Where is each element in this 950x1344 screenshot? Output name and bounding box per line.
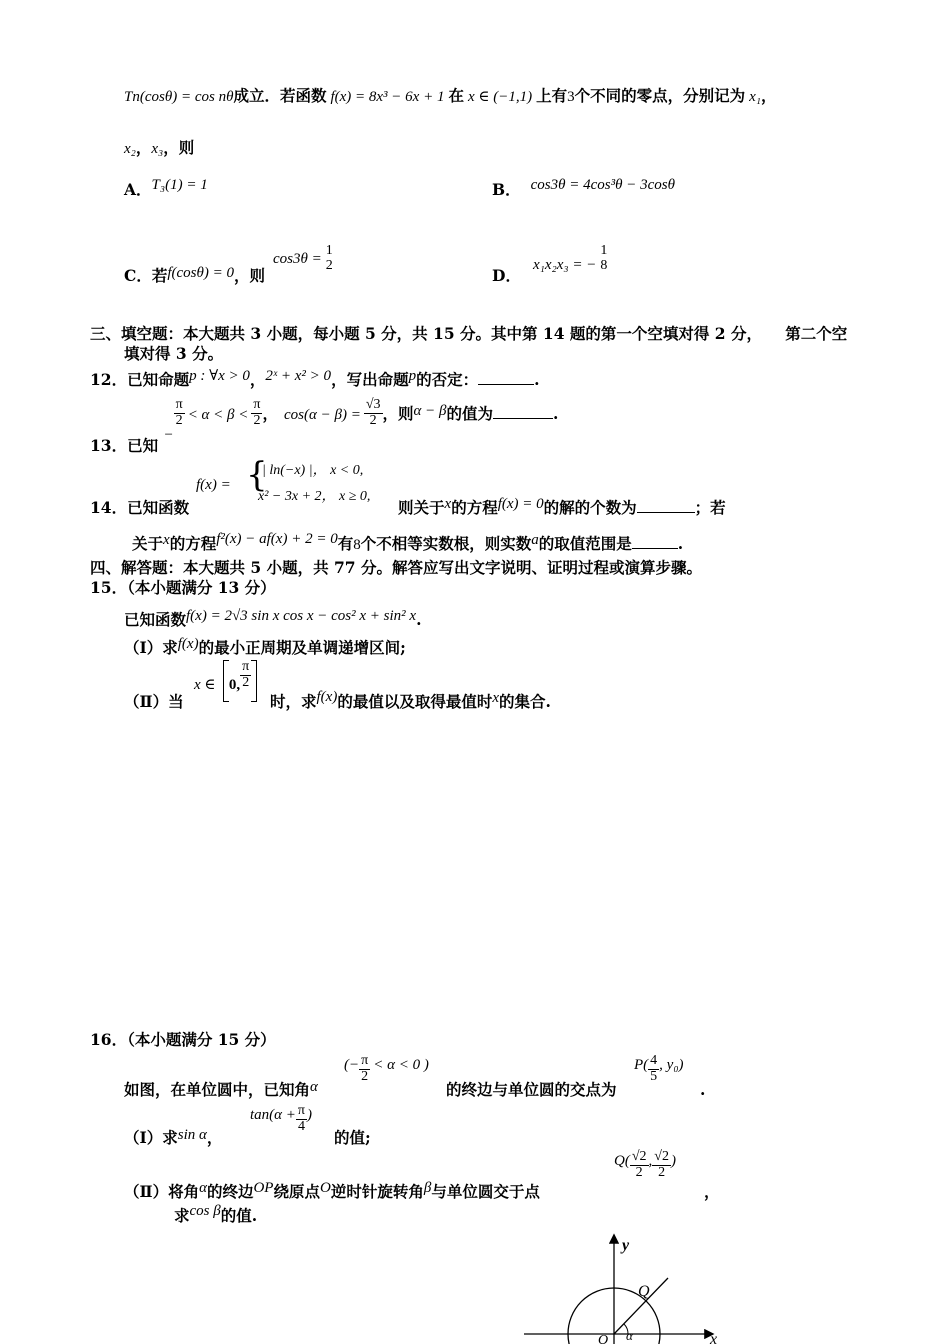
q12-text: ，写出命题 <box>331 370 409 389</box>
q13-minus: − <box>163 427 174 444</box>
q13-alpha-beta: α − β <box>413 403 447 420</box>
q16-tan-expr: tan(α + <box>250 1107 296 1124</box>
x-axis-label: x <box>710 1331 718 1344</box>
q13-frac1 <box>174 398 185 428</box>
option-c-fraction <box>324 244 335 273</box>
q11-text: 成立．若函数 <box>233 86 327 105</box>
q14-case1: | ln(−x) |， x < 0, <box>262 463 364 478</box>
q12-text: ， <box>249 370 266 389</box>
q16-header: 16．（本小题满分 15 分） <box>90 1030 276 1049</box>
q16-text: 与单位圆交于点 <box>431 1182 540 1201</box>
q12-line <box>90 368 540 389</box>
q15-pi: π <box>242 659 250 674</box>
q11-text: 个不同的零点，分别记为 <box>574 86 746 105</box>
q13-pi: π <box>175 397 183 412</box>
point-Q-label: Q <box>638 1283 650 1300</box>
q15-part1 <box>124 636 406 657</box>
q16-sin: sin α <box>177 1127 207 1143</box>
q16-alpha: α <box>310 1079 318 1095</box>
q13-text: ，则 <box>382 404 414 424</box>
q16-tan-frac <box>296 1104 307 1134</box>
q16-text: 如图，在单位圆中，已知角 <box>124 1080 311 1099</box>
q16-part2 <box>124 1180 540 1201</box>
q15-text: 的最小正周期及单调递增区间; <box>198 638 406 657</box>
q15-fx: f(x) <box>177 636 199 652</box>
q16-two: 2 <box>361 1068 369 1084</box>
q14-text: 的解的个数为 <box>543 498 637 517</box>
q16-text: 逆时针旋转角 <box>330 1182 424 1201</box>
q12-label: 12．已知命题 <box>90 370 190 389</box>
q13-answer-blank[interactable] <box>493 417 553 419</box>
option-c-text: ，则 <box>234 265 266 285</box>
q16-Q-close: ) <box>670 1153 676 1170</box>
q16-four: 4 <box>297 1118 305 1134</box>
q15-frac <box>240 660 251 690</box>
q11-text: ， <box>761 86 777 105</box>
q16-P-close: , y₀) <box>659 1057 684 1074</box>
q11-option-a <box>124 177 208 199</box>
q13-line <box>90 397 559 456</box>
q16-P-open: P( <box>634 1057 649 1074</box>
q14-x: x <box>444 496 452 512</box>
option-b-math: cos3θ = 4cos³θ − 3cosθ <box>530 177 675 193</box>
q16-text: 绕原点 <box>273 1182 320 1201</box>
q13-text: 的值为 <box>446 404 494 424</box>
option-c-label: C．若 <box>124 265 168 285</box>
q11-text: 上有 <box>536 86 568 105</box>
q16-intro-rest <box>446 1082 617 1098</box>
q15-text: 时，求 <box>270 692 317 711</box>
q13-frac3 <box>364 398 383 428</box>
q11-text: ， <box>135 138 152 157</box>
q14-case2: x² − 3x + 2， x ≥ 0, <box>258 489 371 504</box>
q15-text: 的集合. <box>499 692 551 711</box>
q16-beta: β <box>423 1180 432 1196</box>
q14-fx: f(x) = <box>196 477 231 493</box>
q16-point-Q <box>614 1150 676 1180</box>
q15-x: x <box>492 690 500 706</box>
q16-two: 2 <box>635 1164 643 1180</box>
q15-fx: f(x) <box>316 689 338 705</box>
q16-two: 2 <box>658 1164 666 1180</box>
q14-text: 关于 <box>132 534 164 553</box>
option-d-math: x₁x₂x₃ = − <box>532 256 597 273</box>
q11-x1: x₁ <box>749 89 761 105</box>
unit-circle-figure <box>510 1228 730 1344</box>
q16-part1 <box>124 1127 223 1147</box>
q16-text: 的值. <box>220 1206 258 1225</box>
q16-text: ， <box>206 1128 223 1147</box>
section3-title-cont: 填对得 3 分。 <box>124 344 224 363</box>
q16-Q-frac1 <box>630 1150 649 1180</box>
q14-equation: f(x) = 0 <box>497 496 544 512</box>
y-axis-label: y <box>622 1237 630 1254</box>
q13-text: ， <box>262 404 278 424</box>
q16-point-P <box>634 1054 684 1084</box>
q16-text: 求 <box>174 1206 190 1225</box>
q12-text: . <box>534 370 540 389</box>
q16-part3 <box>174 1203 258 1225</box>
q15-bracket-right <box>251 660 257 702</box>
q14-text: 有 <box>337 534 354 553</box>
option-a-label: A． <box>124 180 152 199</box>
q16-range-open: (− <box>344 1057 360 1074</box>
q15-text: 的最值以及取得最值时 <box>337 692 493 711</box>
q11-function: f(x) = 8x³ − 6x + 1 <box>330 89 445 105</box>
q15-part2-rest <box>270 689 551 711</box>
q11-text: 在 <box>448 86 464 105</box>
option-d-den: 8 <box>600 257 608 273</box>
section3-title: 三、填空题：本大题共 3 小题，每小题 5 分，共 15 分。其中第 14 题的第一个空填对得 2 分， 第二个空 <box>90 324 848 343</box>
q14-text: 的方程 <box>451 498 498 517</box>
q14-equation-2: f²(x) − af(x) + 2 = 0 <box>216 531 338 547</box>
q15-header: 15．（本小题满分 13 分） <box>90 578 276 597</box>
section4-title: 四、解答题：本大题共 5 小题，共 77 分。解答应写出文字说明、证明过程或演算步骤。 <box>90 558 702 577</box>
q16-O: O <box>319 1180 331 1196</box>
q14-label: 14．已知函数 <box>90 498 190 517</box>
q14-text: 则关于 <box>398 498 445 517</box>
q14-x: x <box>163 532 170 548</box>
q15-part1-label: （Ⅰ）求 <box>124 638 178 657</box>
q16-range <box>344 1054 429 1084</box>
q11-zero-count: 3 <box>567 89 575 105</box>
q14-text: 的取值范围是 <box>538 534 632 553</box>
option-c-den: 2 <box>325 257 333 273</box>
q16-alpha: α <box>199 1180 207 1196</box>
q11-chebyshev-def: Tn(cosθ) = cos nθ <box>124 89 234 105</box>
q16-part1-rest: 的值; <box>334 1128 371 1147</box>
q13-label: 13．已知 <box>90 436 159 456</box>
option-b-label: B． <box>492 180 521 199</box>
q12-answer-blank[interactable] <box>478 383 534 385</box>
q14-text: . <box>677 534 684 553</box>
q12-proposition: p : ∀x > 0 <box>189 368 250 384</box>
q14-answer-blank-1[interactable] <box>637 511 695 513</box>
option-d-num: 1 <box>600 243 608 258</box>
q15-given <box>124 608 422 629</box>
q16-Q-comma: , <box>648 1153 653 1170</box>
q12-text: 的否定： <box>416 370 479 389</box>
q16-OP: OP <box>253 1180 274 1196</box>
q16-Q-open: Q( <box>614 1153 630 1170</box>
q16-text: 的终边 <box>206 1182 254 1201</box>
q14-root-count: 8 <box>353 537 361 553</box>
q16-part1-label: （Ⅰ）求 <box>124 1128 178 1147</box>
q15-two: 2 <box>242 674 250 690</box>
q16-P-den: 5 <box>650 1068 658 1084</box>
q14-a: a <box>531 532 539 548</box>
q16-intro-end: . <box>700 1080 706 1099</box>
q11-line1 <box>124 88 777 105</box>
q14-text: 个不相等实数根，则实数 <box>360 534 532 553</box>
q14-answer-blank-2[interactable] <box>632 547 678 549</box>
q16-part2-label: （Ⅱ）将角 <box>124 1182 200 1201</box>
q13-pi: π <box>253 397 261 412</box>
q15-function: f(x) = 2√3 sin x cos x − cos² x + sin² x <box>186 608 417 624</box>
q11-domain: x ∈ (−1,1) <box>467 89 533 105</box>
q11-option-c <box>124 243 335 285</box>
q16-P-frac <box>648 1054 659 1084</box>
q11-x2: x₂ <box>124 141 136 157</box>
q16-text: 的终边与单位圆的交点为 <box>446 1080 617 1099</box>
q16-pi: π <box>361 1053 369 1068</box>
q12-p: p <box>408 368 417 384</box>
q13-frac2 <box>251 398 262 428</box>
q16-tan <box>250 1104 312 1134</box>
q16-part2-end: ， <box>704 1182 720 1201</box>
q15-part2-interval <box>194 660 257 702</box>
option-a-math: T₃(1) = 1 <box>151 177 208 193</box>
option-d-fraction <box>598 244 609 273</box>
origin-label: O <box>598 1333 609 1344</box>
q13-two: 2 <box>369 412 377 428</box>
q12-inequality: 2ˣ + x² > 0 <box>265 368 332 384</box>
option-d-label: D． <box>492 265 521 285</box>
q13-cos: cos(α − β) = <box>284 407 361 424</box>
option-c-result: cos3θ = <box>273 250 322 267</box>
q13-text: . <box>553 404 559 424</box>
q11-option-b <box>492 177 675 199</box>
q16-tan-close: ) <box>307 1107 312 1124</box>
q13-two: 2 <box>175 412 183 428</box>
q16-Q-frac2 <box>652 1150 671 1180</box>
q14-line2 <box>132 531 684 553</box>
q16-cos-beta: cos β <box>189 1203 221 1219</box>
q11-option-d <box>492 243 609 285</box>
q14-line1-rest <box>398 496 726 517</box>
q11-line2 <box>124 140 194 157</box>
q16-intro <box>124 1079 318 1099</box>
option-c-num: 1 <box>325 243 333 258</box>
q16-range-close: < α < 0 ) <box>373 1057 429 1074</box>
q14-brace: { <box>246 455 268 495</box>
q15-part2-label: （Ⅱ）当 <box>124 692 184 711</box>
q15-part2 <box>124 694 184 710</box>
q14-text: 的方程 <box>169 534 217 553</box>
q14-text: ；若 <box>694 498 726 517</box>
q15-x-in: x ∈ <box>194 677 216 693</box>
option-c-condition: f(cosθ) = 0 <box>167 264 234 281</box>
q16-pi: π <box>297 1103 305 1118</box>
q13-sqrt3: √3 <box>365 397 381 412</box>
q16-sqrt2: √2 <box>654 1149 669 1164</box>
q11-text: ，则 <box>163 138 195 157</box>
q15-zero: 0, <box>228 677 241 693</box>
q16-range-frac <box>359 1054 370 1084</box>
q11-x3: x₃ <box>151 141 164 157</box>
q13-two: 2 <box>253 412 261 428</box>
q13-inequality: < α < β < <box>187 407 249 424</box>
q16-P-num: 4 <box>650 1053 658 1068</box>
q15-text: 已知函数 <box>124 610 187 629</box>
q16-sqrt2: √2 <box>631 1149 647 1164</box>
angle-alpha-label: α <box>626 1328 633 1343</box>
q15-text: . <box>416 610 422 629</box>
